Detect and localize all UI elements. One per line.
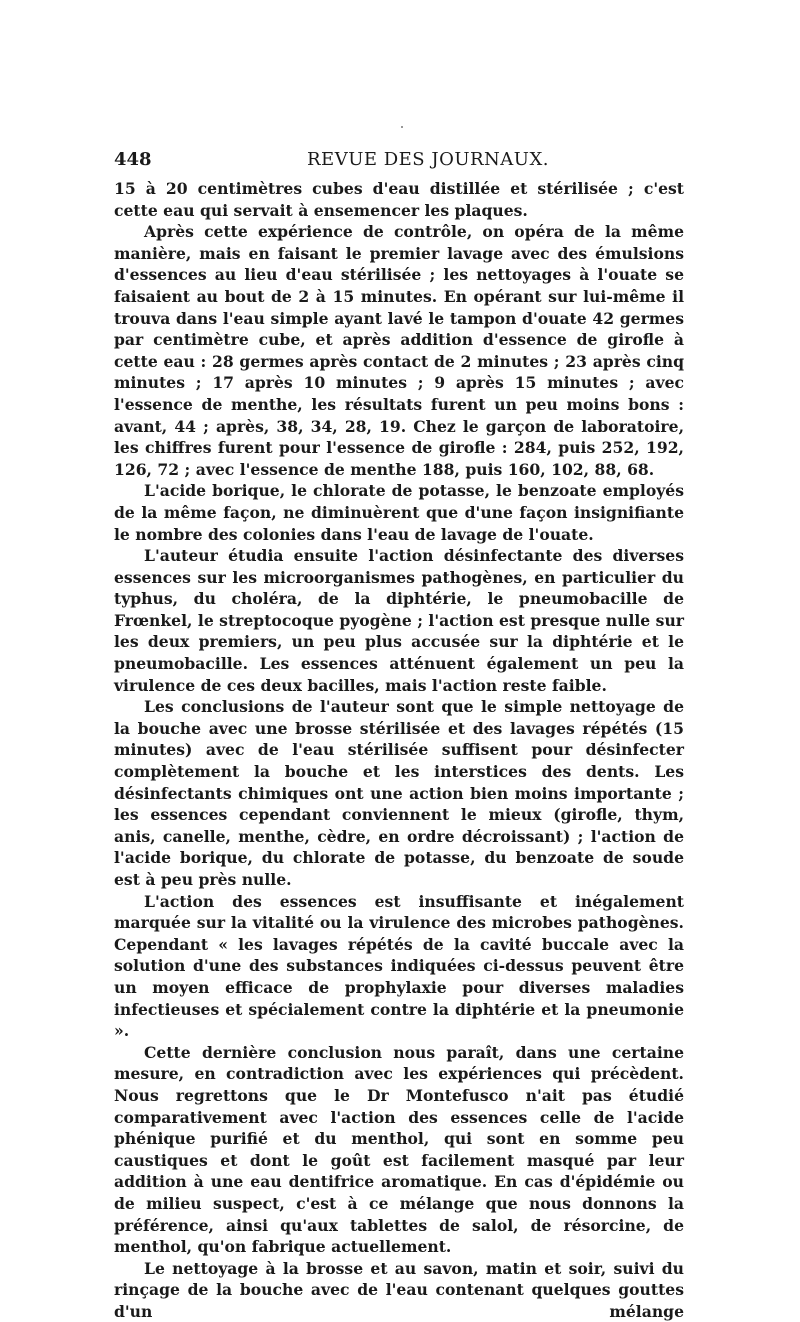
page-number: 448 [114,149,152,170]
paragraph-6: L'action des essences est insuffisante et inégalement marquée sur la vitalité ou la virulence des microbes pathogènes. Cependant « les lavages répétés de la cavité buccale avec la solution d'une des substances indiquées ci-dessus peuvent être un moyen efficace de prophylaxie pour diverses maladies infectieuses et spécialement contre la diphtérie et la pneumonie ». [114,891,684,1041]
article-body [114,178,684,1322]
paragraph-4: L'auteur étudia ensuite l'action désinfectante des diverses essences sur les microorganismes pathogènes, en particulier du typhus, du choléra, de la diphtérie, le pneumobacille de Frœnkel, le streptocoque pyogène ; l'action est presque nulle sur les deux premiers, un peu plus accusée sur la diphtérie et le pneumobacille. Les essences atténuent également un peu la virulence de ces deux bacilles, mais l'action reste faible. [114,546,684,695]
paragraph-3: L'acide borique, le chlorate de potasse, le benzoate employés de la même façon, ne diminuèrent que d'une façon insignifiante le nombre des colonies dans l'eau de lavage de l'ouate. [114,481,684,544]
print-mark [401,126,403,128]
paragraph-8: Le nettoyage à la brosse et au savon, matin et soir, suivi du rinçage de la bouche avec de l'eau contenant quelques gouttes d'un mélange [114,1258,684,1321]
paragraph-1: 15 à 20 centimètres cubes d'eau distillée et stérilisée ; c'est cette eau qui servait à ensemencer les plaques. [114,179,684,220]
paragraph-5: Les conclusions de l'auteur sont que le simple nettoyage de la bouche avec une brosse stérilisée et des lavages répétés (15 minutes) avec de l'eau stérilisée suffisent pour désinfecter complètement la bouche et les interstices des dents. Les désinfectants chimiques ont une action bien moins importante ; les essences cependant conviennent le mieux (girofle, thym, anis, canelle, menthe, cèdre, en ordre décroissant) ; l'action de l'acide borique, du chlorate de potasse, du benzoate de soude est à peu près nulle. [114,697,684,889]
page-header [114,148,684,172]
paragraph-7: Cette dernière conclusion nous paraît, dans une certaine mesure, en contradiction avec les expériences qui précèdent. Nous regrettons que le Dr Montefusco n'ait pas étudié comparativement avec l'action des essences celle de l'acide phénique purifié et du menthol, qui sont en somme peu caustiques et dont le goût est facilement masqué par leur addition à une eau dentifrice aromatique. En cas d'épidémie ou de milieu suspect, c'est à ce mélange que nous donnons la préférence, ainsi qu'aux tablettes de salol, de résorcine, de menthol, qu'on fabrique actuellement. [114,1042,684,1257]
running-title: REVUE DES JOURNAUX. [307,149,549,170]
paragraph-2: Après cette expérience de contrôle, on opéra de la même manière, mais en faisant le premier lavage avec des émulsions d'essences au lieu d'eau stérilisée ; les nettoyages à l'ouate se faisaient au bout de 2 à 15 minutes. En opérant sur lui-même il trouva dans l'eau simple ayant lavé le tampon d'ouate 42 germes par centimètre cube, et après addition d'essence de girofle à cette eau : 28 germes après contact de 2 minutes ; 23 après cinq minutes ; 17 après 10 minutes ; 9 après 15 minutes ; avec l'essence de menthe, les résultats furent un peu moins bons : avant, 44 ; après, 38, 34, 28, 19. Chez le garçon de laboratoire, les chiffres furent pour l'essence de girofle : 284, puis 252, 192, 126, 72 ; avec l'essence de menthe 188, puis 160, 102, 88, 68. [114,222,684,479]
